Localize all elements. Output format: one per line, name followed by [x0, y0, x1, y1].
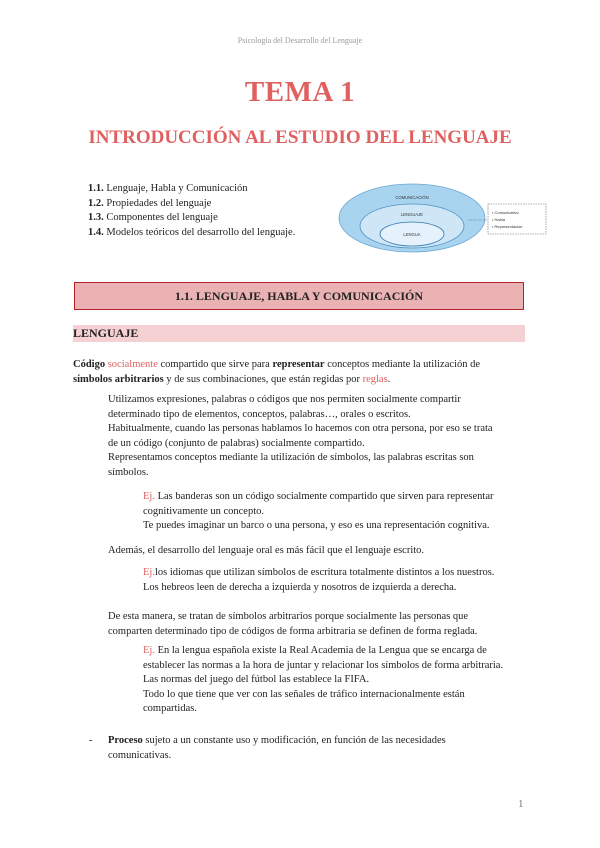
- bullet-item: - Proceso sujeto a un constante uso y modificación, en función de las necesidades comunicativas.: [89, 735, 446, 761]
- section-heading: 1.1. LENGUAJE, HABLA Y COMUNICACIÓN: [74, 282, 524, 310]
- example-block: Ej. Las banderas son un código socialmente compartido que sirven para representar cognitivamente un concepto. Te puedes imaginar un barco o una persona, y eso es una representación cognitiva.: [143, 491, 494, 532]
- legend-item: • Representación: [492, 224, 523, 229]
- page-number: 1: [518, 798, 524, 810]
- table-of-contents: [88, 182, 295, 240]
- definition-paragraph: Código socialmente compartido que sirve para representar conceptos mediante la utilización de símbolos arbitrarios y de sus combinaciones, que están regidas por reglas.: [73, 359, 480, 385]
- subsection-heading: LENGUAJE: [73, 325, 525, 342]
- example-label: Ej.: [143, 645, 155, 656]
- explanation-block: De esta manera, se tratan de símbolos arbitrarios porque socialmente las personas que comparten determinado tipo de códigos de forma arbitraria se definen de forma reglada.: [108, 611, 478, 637]
- outer-label: COMUNICACIÓN: [395, 195, 429, 200]
- example-label: Ej.: [143, 491, 155, 502]
- toc-item: 1.3. Componentes del lenguaje: [88, 212, 218, 223]
- chapter-subtitle: INTRODUCCIÓN AL ESTUDIO DEL LENGUAJE: [88, 127, 512, 148]
- example-block: Ej.los idiomas que utilizan símbolos de escritura totalmente distintos a los nuestros. Los hebreos leen de derecha a izquierda y nosotros de izquierda a derecha.: [143, 567, 495, 593]
- explanation-block: Además, el desarrollo del lenguaje oral es más fácil que el lenguaje escrito.: [108, 545, 425, 556]
- running-header: Psicología del Desarrollo del Lenguaje: [237, 36, 363, 45]
- example-block: Ej. En la lengua española existe la Real Academia de la Lengua que se encarga de establecer las normas a la hora de juntar y relacionar los símbolos de forma arbitraria. Las normas del juego del fútbol las establece la FIFA. Todo lo que tiene que ver con las señales de tráfico internacionalmente están compartidas.: [143, 645, 504, 715]
- communication-diagram: [338, 182, 558, 254]
- toc-item: 1.2. Propiedades del lenguaje: [88, 197, 212, 209]
- legend-item: • Comunicativo: [492, 210, 519, 215]
- explanation-block: Utilizamos expresiones, palabras o códigos que nos permiten socialmente compartir determinado tipo de elementos, conceptos, palabras…, orales o escritos. Habitualmente, cuando las personas hablamos lo hacemos con otra persona, por eso se trata de un código (conjunto de palabras) socialmente compartido. Representamos conceptos mediante la utilización de símbolos, las palabras escritas son símbolos.: [108, 394, 493, 478]
- middle-label: LENGUAJE: [400, 212, 424, 217]
- legend-item: • Habla: [492, 217, 505, 222]
- chapter-title: TEMA 1: [244, 76, 356, 108]
- toc-item: 1.4. Modelos teóricos del desarrollo del lenguaje.: [88, 226, 296, 238]
- example-label: Ej.: [143, 567, 155, 578]
- toc-item: 1.1. Lenguaje, Habla y Comunicación: [88, 183, 248, 194]
- inner-label: LENGUA: [403, 232, 421, 237]
